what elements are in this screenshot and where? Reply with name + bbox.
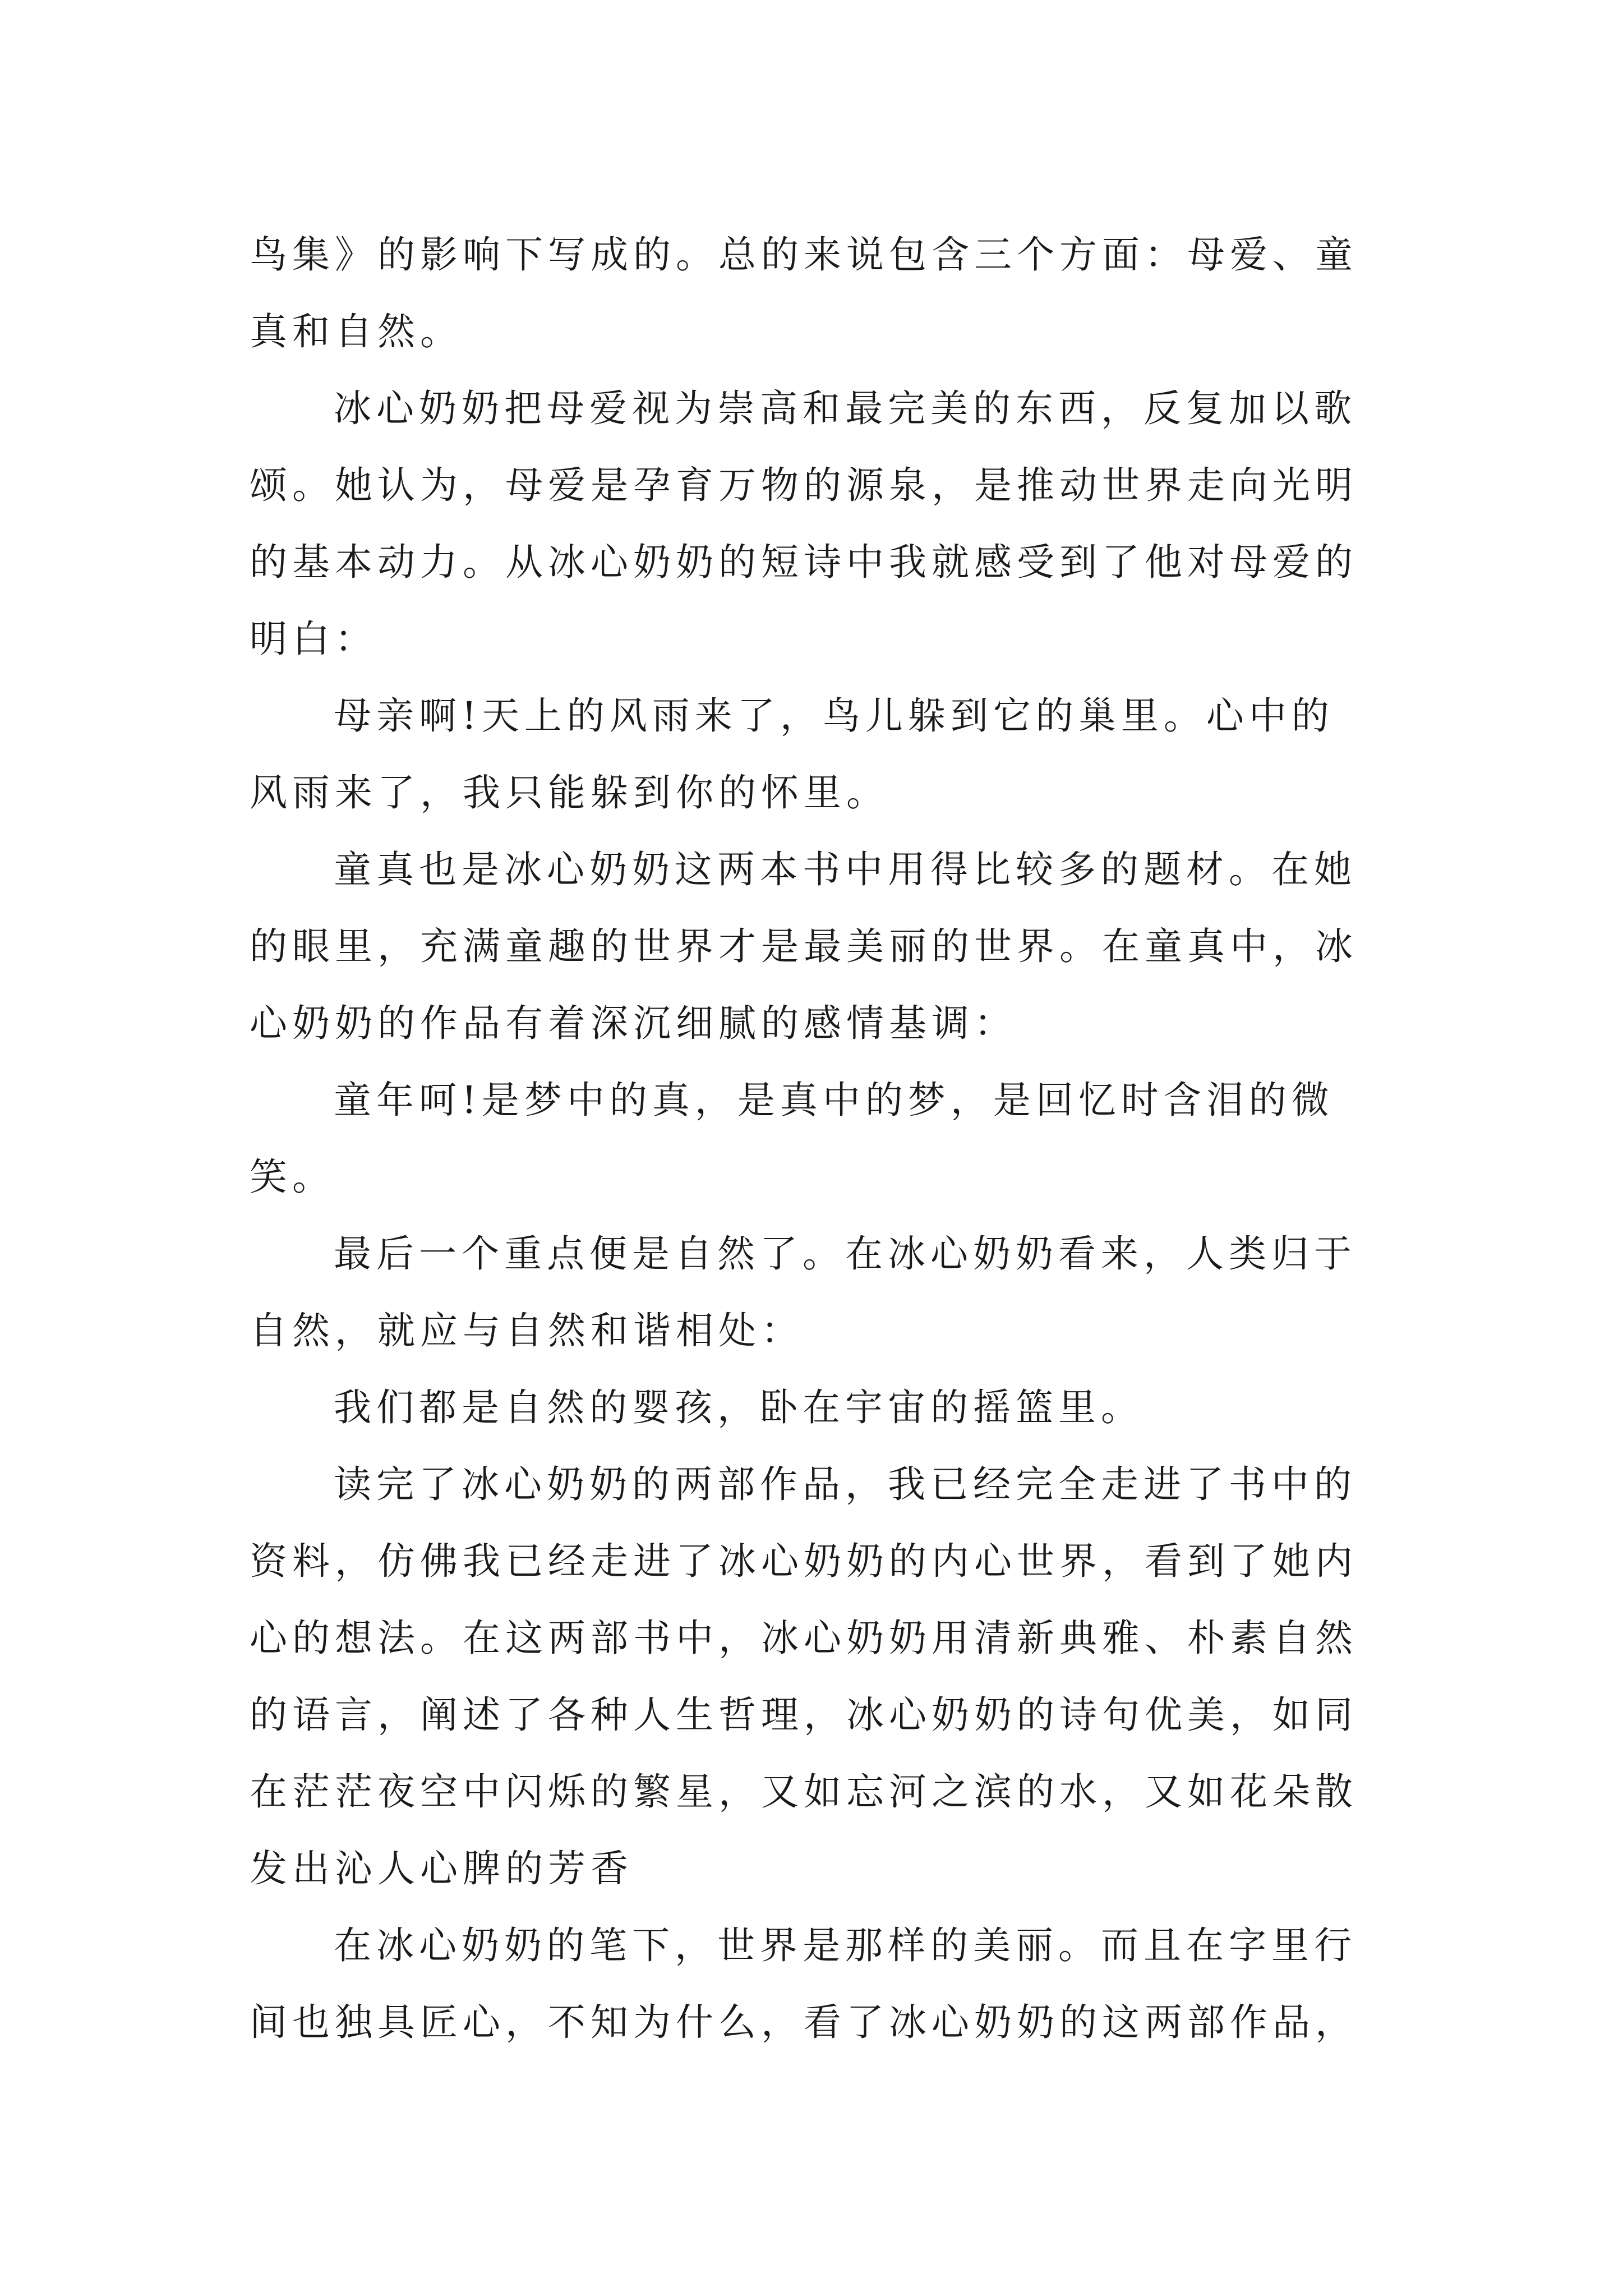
text-line: 的语言，阐述了各种人生哲理，冰心奶奶的诗句优美，如同 — [250, 1693, 1358, 1737]
body-text — [250, 217, 1388, 2061]
quote-start-line: 童年呵!是梦中的真，是真中的梦，是回忆时含泪的微 — [334, 1078, 1334, 1122]
paragraph-start-line: 童真也是冰心奶奶这两本书中用得比较多的题材。在她 — [334, 848, 1357, 891]
quote-start-line: 我们都是自然的婴孩，卧在宇宙的摇篮里。 — [334, 1386, 1144, 1429]
text-line: 间也独具匠心，不知为什么，看了冰心奶奶的这两部作品， — [250, 2000, 1358, 2044]
text-line: 发出沁人心脾的芳香 — [250, 1847, 633, 1890]
text-line: 心奶奶的作品有着深沉细腻的感情基调： — [250, 1001, 1017, 1045]
text-line: 鸟集》的影响下写成的。总的来说包含三个方面：母爱、童 — [250, 233, 1358, 277]
text-line: 笑。 — [250, 1155, 335, 1199]
text-line: 的眼里，充满童趣的世界才是最美丽的世界。在童真中，冰 — [250, 924, 1358, 968]
text-line: 资料，仿佛我已经走进了冰心奶奶的内心世界，看到了她内 — [250, 1539, 1358, 1583]
paragraph-start-line: 最后一个重点便是自然了。在冰心奶奶看来，人类归于 — [334, 1232, 1357, 1276]
text-line: 颂。她认为，母爱是孕育万物的源泉，是推动世界走向光明 — [250, 463, 1358, 507]
text-line: 真和自然。 — [250, 310, 463, 353]
text-line: 的基本动力。从冰心奶奶的短诗中我就感受到了他对母爱的 — [250, 540, 1358, 584]
paragraph-start-line: 读完了冰心奶奶的两部作品，我已经完全走进了书中的 — [334, 1462, 1357, 1506]
text-line: 在茫茫夜空中闪烁的繁星，又如忘河之滨的水，又如花朵散 — [250, 1770, 1358, 1814]
quote-start-line: 母亲啊!天上的风雨来了，鸟儿躲到它的巢里。心中的 — [334, 694, 1334, 738]
text-line: 风雨来了，我只能躲到你的怀里。 — [250, 771, 889, 815]
paragraph-start-line: 冰心奶奶把母爱视为崇高和最完美的东西，反复加以歌 — [334, 386, 1357, 430]
paragraph-start-line: 在冰心奶奶的笔下，世界是那样的美丽。而且在字里行 — [334, 1924, 1357, 1967]
text-line: 明白： — [250, 617, 377, 661]
text-line: 心的想法。在这两部书中，冰心奶奶用清新典雅、朴素自然 — [250, 1616, 1358, 1660]
text-line: 自然，就应与自然和谐相处： — [250, 1309, 804, 1352]
